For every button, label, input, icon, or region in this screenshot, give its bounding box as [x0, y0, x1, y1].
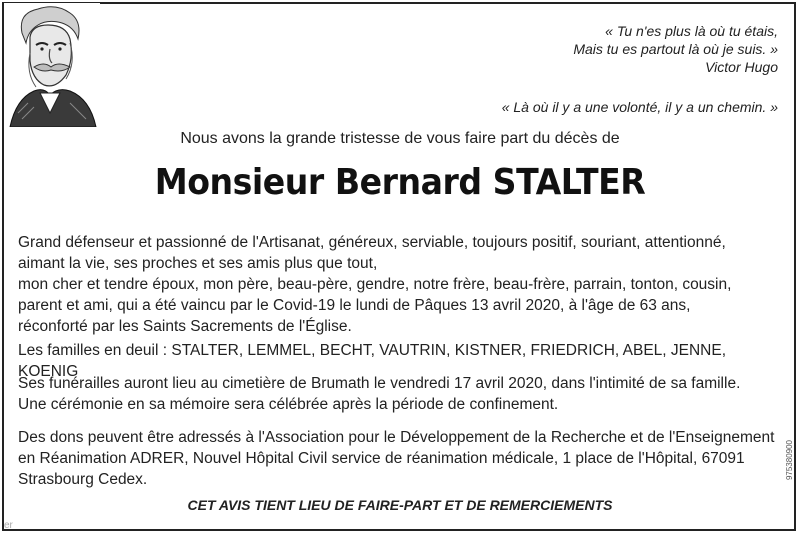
portrait-sketch-icon: [4, 3, 100, 127]
paragraph-families: Les familles en deuil : STALTER, LEMMEL, BECHT, VAUTRIN, KISTNER, FRIEDRICH, ABEL, JENNE, KOENIG: [18, 342, 727, 380]
text-line: Strasbourg Cedex.: [18, 471, 148, 488]
text-line: parent et ami, qui a été vaincu par le Covid-19 le lundi de Pâques 13 avril 2020, à l'âge de 63 ans,: [18, 297, 691, 314]
text-line: aimant la vie, ses proches et ses amis plus que tout,: [18, 255, 378, 272]
closing-notice: CET AVIS TIENT LIEU DE FAIRE-PART ET DE REMERCIEMENTS: [187, 497, 613, 513]
intro-text: Nous avons la grande tristesse de vous faire part du décès de: [180, 130, 620, 147]
second-quote: « Là où il y a une volonté, il y a un chemin. »: [501, 99, 778, 115]
paragraph-tribute: [18, 232, 788, 337]
text-line: en Réanimation ADRER, Nouvel Hôpital Civil service de réanimation médicale, 1 place de l'Hôpital, 67091: [18, 450, 745, 467]
deceased-name-title: Monsieur Bernard STALTER: [154, 162, 646, 203]
corner-mark: er: [4, 520, 13, 531]
text-line: réconforté par les Saints Sacrements de l'Église.: [18, 318, 352, 335]
side-reference-code: 975380900: [785, 440, 794, 481]
paragraph-donations: [18, 427, 788, 490]
text-line: mon cher et tendre époux, mon père, beau-père, gendre, notre frère, beau-frère, parrain, tonton, cousin,: [18, 276, 732, 293]
text-line: Une cérémonie en sa mémoire sera célébrée après la période de confinement.: [18, 396, 559, 413]
paragraph-funeral: [18, 373, 788, 415]
quote-line-2: Mais tu es partout là où je suis. »: [573, 41, 778, 57]
text-line: Ses funérailles auront lieu au cimetière de Brumath le vendredi 17 avril 2020, dans l'intimité de sa famille.: [18, 375, 741, 392]
text-line: Des dons peuvent être adressés à l'Association pour le Développement de la Recherche et de l'Enseignement: [18, 429, 775, 446]
epigraph-quote: [573, 22, 778, 76]
quote-line-1: « Tu n'es plus là où tu étais,: [605, 23, 778, 39]
quote-author: Victor Hugo: [705, 59, 778, 75]
text-line: Grand défenseur et passionné de l'Artisanat, généreux, serviable, toujours positif, souriant, attentionné,: [18, 234, 726, 251]
